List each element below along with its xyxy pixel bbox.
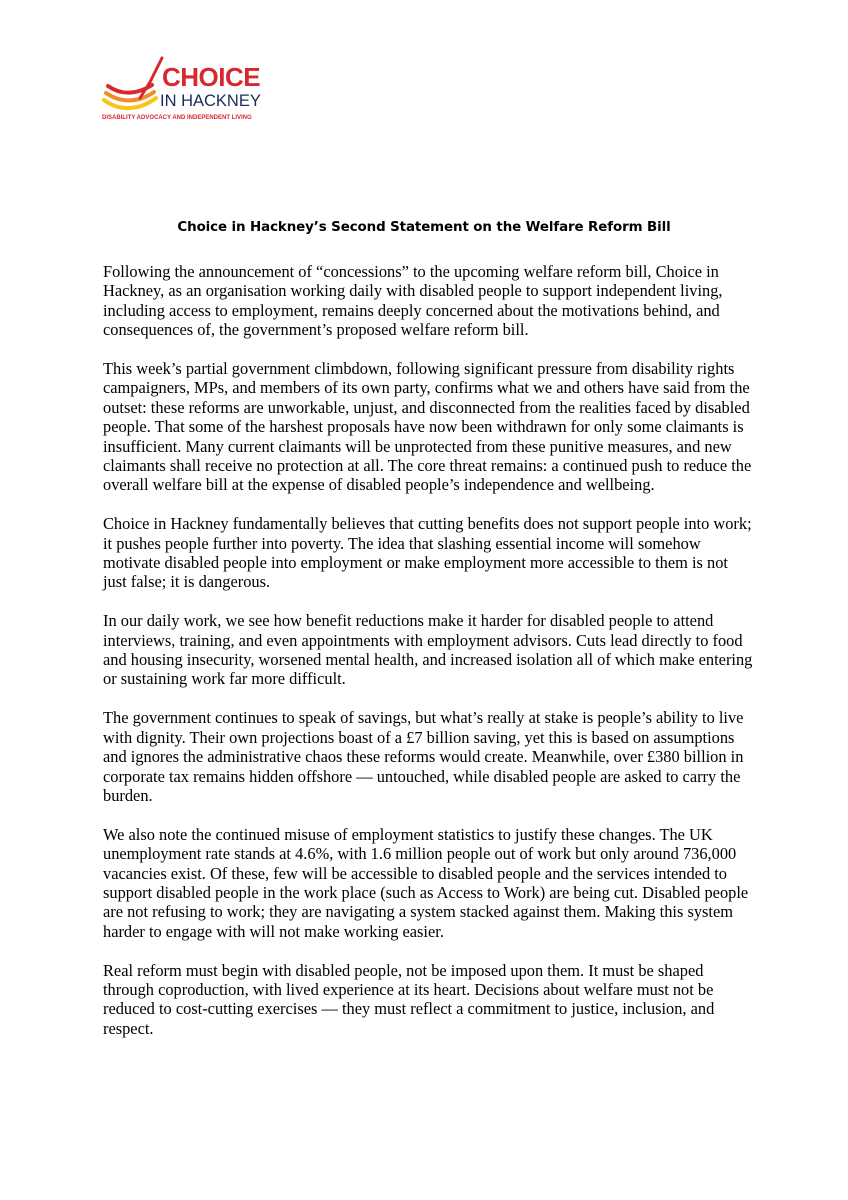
paragraph: Real reform must begin with disabled people, not be imposed upon them. It must be shaped through coproduction, with lived experience at its heart. Decisions about welfare must not be reduced to cost-cutting exercises — they must reflect a commitment to justice, inclusion, and respect. <box>103 960 715 1038</box>
document-title: Choice in Hackney’s Second Statement on the Welfare Reform Bill <box>177 220 671 235</box>
paragraph: Choice in Hackney fundamentally believes that cutting benefits does not support people into work; it pushes people further into poverty. The idea that slashing essential income will somehow motivate disabled people into employment or make employment more accessible to them is not just false; it is dangerous. <box>103 514 752 592</box>
logo-name-line2: IN HACKNEY <box>160 92 261 110</box>
logo-name-line1: CHOICE <box>162 62 261 92</box>
paragraph: The government continues to speak of savings, but what’s really at stake is people’s ability to live with dignity. Their own projections boast of a £7 billion saving, yet this is based on assumptions and ignores the administrative chaos these reforms would create. Meanwhile, over £380 billion in corporate tax remains hidden offshore — untouched, while disabled people are asked to carry the burden. <box>103 708 744 805</box>
logo-tagline: DISABILITY ADVOCACY AND INDEPENDENT LIVING <box>102 115 252 121</box>
paragraph: We also note the continued misuse of employment statistics to justify these changes. The UK unemployment rate stands at 4.6%, with 1.6 million people out of work but only around 736,000 vacancies exist. Of these, few will be accessible to disabled people and the services intended to support disabled people in the work place (such as Access to Work) are being cut. Disabled people are not refusing to work; they are navigating a system stacked against them. Making this system harder to engage with will not make working easier. <box>103 824 749 941</box>
logo-graphic <box>100 52 275 124</box>
organisation-logo <box>100 52 275 124</box>
document-body <box>103 262 753 1058</box>
paragraph: In our daily work, we see how benefit reductions make it harder for disabled people to attend interviews, training, and even appointments with employment advisors. Cuts lead directly to food and housing insecurity, worsened mental health, and increased isolation all of which make entering or sustaining work far more difficult. <box>103 611 753 689</box>
paragraph: Following the announcement of “concessions” to the upcoming welfare reform bill, Choice in Hackney, as an organisation working daily with disabled people to support independent living, including access to employment, remains deeply concerned about the motivations behind, and consequences of, the government’s proposed welfare reform bill. <box>103 262 723 340</box>
paragraph: This week’s partial government climbdown, following significant pressure from disability rights campaigners, MPs, and members of its own party, confirms what we and others have said from the outset: these reforms are unworkable, unjust, and disconnected from the realities faced by disabled people. That some of the harshest proposals have now been withdrawn for only some claimants is insufficient. Many current claimants will be unprotected from these punitive measures, and new claimants shall receive no protection at all. The core threat remains: a continued push to reduce the overall welfare bill at the expense of disabled people’s independence and wellbeing. <box>103 359 752 495</box>
